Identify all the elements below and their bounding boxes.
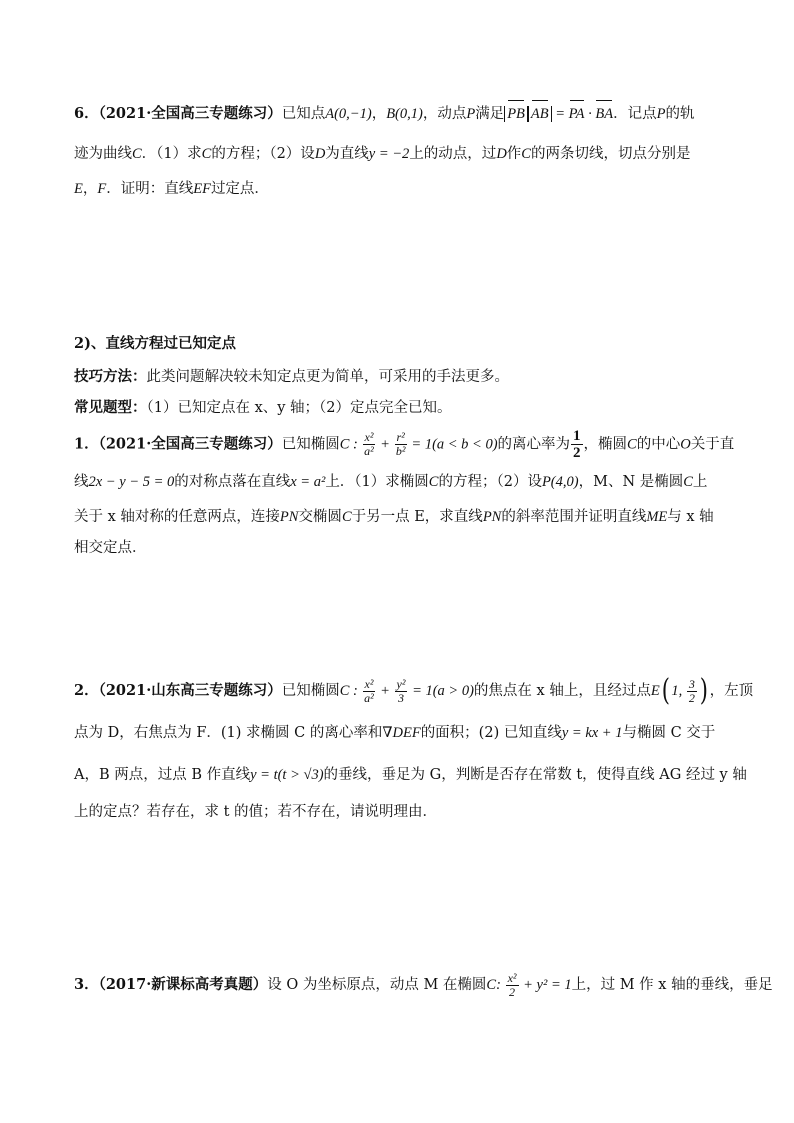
problem-6-line-1: 6．（2021·全国高三专题练习）已知点A(0,−1)，B(0,1)，动点P满足 PB AB = PA · BA．记点P的轨 <box>74 103 736 125</box>
problem-3-line-1: 3．（2017·新课标高考真题）设 O 为坐标原点，动点 M 在椭圆C: $\frac{\text{x²}}{2}$ + y² = 1上，过 M 作 x 轴的垂线，垂足 <box>74 970 773 999</box>
abs-pb: PB <box>504 106 528 122</box>
triangle-def: ∇DEF <box>382 725 421 741</box>
abs-ab: AB <box>528 106 552 122</box>
problem-1-line-1: 1．（2021·全国高三专题练习）已知椭圆C : $\frac{\text{x²}}{\text{a²}}$ + $\frac{\text{r²}}{\text{b²}}$ = 1(a < b < 0)的离心率为 $\frac{1}{2}$ ，椭圆C的中心O关于直 <box>74 428 735 461</box>
tip-text: 此类问题解决较未知定点更为简单，可采用的手法更多。 <box>146 369 509 385</box>
problem-1-line-3: 关于 x 轴对称的任意两点，连接PN交椭圆C于另一点 E，求直线PN的斜率范围并证明直线ME与 x 轴 <box>74 509 714 525</box>
problem-1-line-4: 相交定点． <box>74 540 147 556</box>
problem-2-line-1: 2．（2021·山东高三专题练习）已知椭圆C : $\frac{\text{x²}}{\text{a²}}$ + $\frac{\text{y²}}{3}$ = 1(a > 0)的焦点在 x 轴上，且经过点E( 1, $\frac{3}{2}$ ) ，左顶 <box>74 673 754 708</box>
problem-2-number: 2． <box>74 682 99 699</box>
types-label: 常见题型： <box>74 399 147 416</box>
types-paragraph <box>74 397 736 419</box>
problem-1-line-2: 线2x − y − 5 = 0的对称点落在直线x = a²上．（1）求椭圆C的方程；（2）设P(4,0)，M、N 是椭圆C上 <box>74 474 708 490</box>
line-y-eq: y = −2 <box>368 146 410 162</box>
line-equation: 2x − y − 5 = 0 <box>88 474 175 490</box>
problem-1-number: 1． <box>74 435 99 453</box>
problem-3-source: （2017·新课标高考真题） <box>98 976 268 993</box>
tip-label: 技巧方法： <box>74 368 147 385</box>
point-a: A(0,−1) <box>325 106 372 122</box>
fraction-y2-3: $\frac{\text{y²}}{3}$ <box>396 676 406 705</box>
problem-6-line-3: E，F．证明：直线EF过定点． <box>74 181 269 197</box>
problem-1-source: （2021·全国高三专题练习） <box>98 435 282 453</box>
problem-6-source: （2021·全国高三专题练习） <box>98 105 282 122</box>
fraction-r2-b2: $\frac{\text{r²}}{\text{b²}}$ <box>395 430 406 458</box>
types-text: （1）已知定点在 x、y 轴；（2）定点完全已知。 <box>146 400 452 416</box>
vector-pa: PA <box>569 103 585 125</box>
eccentricity-fraction: $\frac{1}{2}$ <box>573 428 581 461</box>
point-b: B(0,1) <box>386 106 423 122</box>
vector-ba: BA <box>595 103 613 125</box>
problem-3-number: 3． <box>74 976 99 993</box>
section-heading: 2)、直线方程过已知定点 <box>74 335 236 352</box>
problem-2-line-2: 点为 D，右焦点为 F．(1) 求椭圆 C 的离心率和∇DEF的面积；(2) 已知直线y = kx + 1与椭圆 C 交于 <box>74 725 716 741</box>
point-e-y-fraction: $\frac{3}{2}$ <box>688 676 695 705</box>
problem-6-line-2: 迹为曲线C．（1）求C的方程；（2）设D为直线y = −2上的动点，过D作C的两条切线，切点分别是 <box>74 146 691 162</box>
problem-2-source: （2021·山东高三专题练习） <box>98 682 282 699</box>
problem-2-line-3: A，B 两点，过点 B 作直线y = t(t > √3)的垂线，垂足为 G，判断是否存在常数 t，使得直线 AG 经过 y 轴 <box>74 767 747 783</box>
fraction-x2-2: $\frac{\text{x²}}{2}$ <box>507 970 517 999</box>
problem-2-line-4: 上的定点？若存在，求 t 的值；若不存在，请说明理由． <box>74 804 438 820</box>
fraction-x2-a2: $\frac{\text{x²}}{\text{a²}}$ <box>364 430 374 458</box>
problem-6-number: 6． <box>74 105 99 122</box>
tip-paragraph <box>74 366 736 388</box>
fraction-x2-a2: $\frac{\text{x²}}{\text{a²}}$ <box>364 676 374 705</box>
